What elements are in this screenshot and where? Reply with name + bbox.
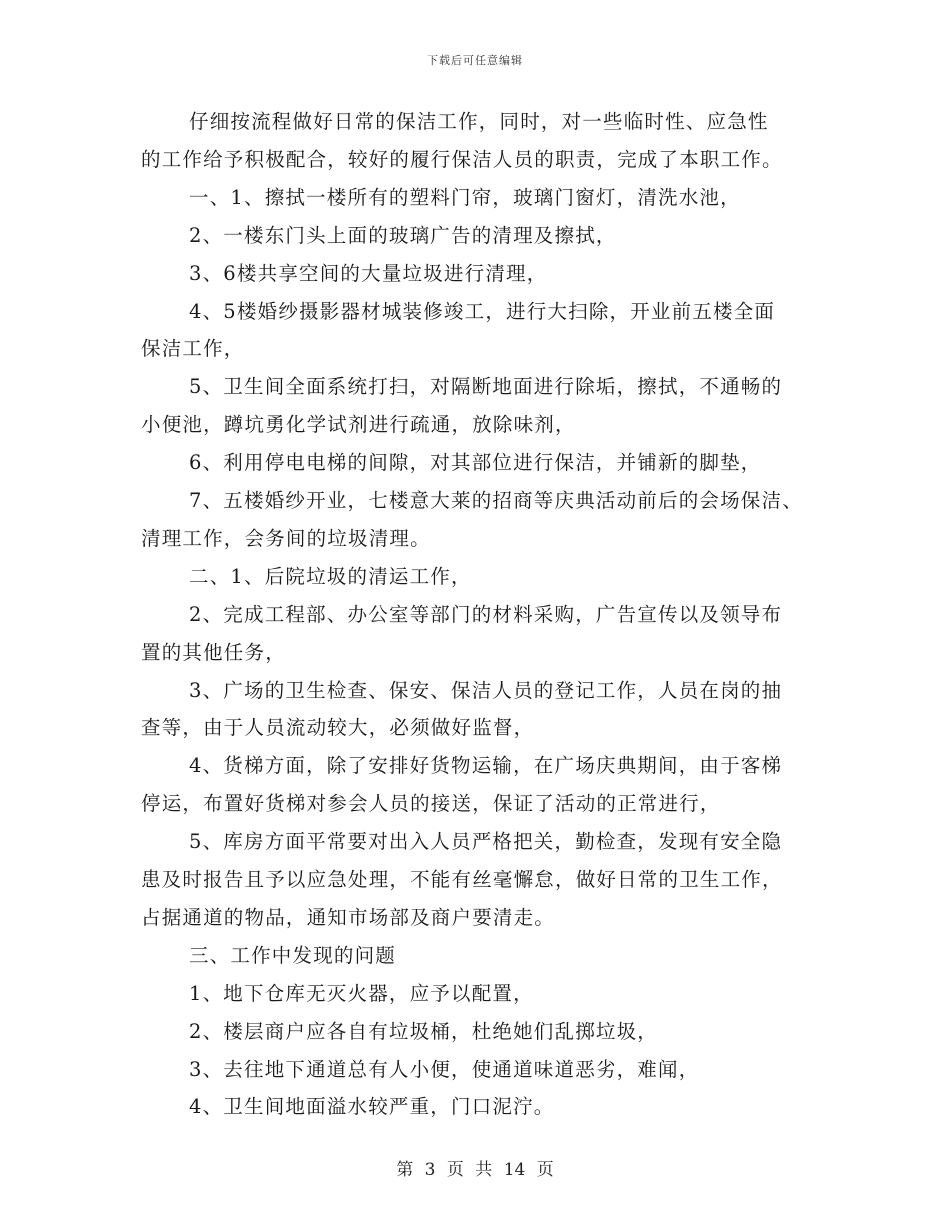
text-line: 5、卫生间全面系统打扫，对隔断地面进行除垢，擦拭，不通畅的 — [189, 375, 783, 399]
text-line: 保洁工作， — [141, 337, 245, 361]
text-line: 一、1、擦拭一楼所有的塑料门帘，玻璃门窗灯，清洗水池， — [189, 185, 741, 209]
text-line: 4、卫生间地面溢水较严重，门口泥泞。 — [189, 1095, 555, 1119]
text-line: 清理工作，会务间的垃圾清理。 — [141, 526, 431, 550]
page-header: 下载后可任意编辑 — [427, 54, 523, 67]
text-line: 查等，由于人员流动较大，必须做好监督， — [141, 716, 535, 740]
text-line: 二、1、后院垃圾的清运工作， — [189, 564, 472, 588]
text-line: 患及时报告且予以应急处理，不能有丝毫懈怠，做好日常的卫生工作， — [141, 868, 783, 891]
text-line: 1、地下仓库无灭火器，应予以配置， — [189, 981, 534, 1005]
text-line: 三、工作中发现的问题 — [189, 943, 397, 967]
text-line: 4、货梯方面，除了安排好货物运输，在广场庆典期间，由于客梯 — [189, 754, 783, 778]
text-line: 4、5楼婚纱摄影器材城装修竣工，进行大扫除，开业前五楼全面 — [189, 299, 776, 323]
page-number-footer: 第 3 页 共 14 页 — [396, 1160, 554, 1180]
text-line: 2、一楼东门头上面的玻璃广告的清理及擦拭， — [189, 223, 617, 247]
text-line: 2、完成工程部、办公室等部门的材料采购，广告宣传以及领导布 — [189, 602, 783, 626]
text-line: 3、去往地下通道总有人小便，使通道味道恶劣，难闻， — [189, 1057, 700, 1081]
text-line: 停运，布置好货梯对参会人员的接送，保证了活动的正常进行， — [141, 792, 721, 816]
text-line: 7、五楼婚纱开业，七楼意大莱的招商等庆典活动前后的会场保洁、 — [189, 489, 803, 512]
text-line: 仔细按流程做好日常的保洁工作，同时，对一些临时性、应急性 — [189, 110, 769, 133]
text-line: 6、利用停电电梯的间隙，对其部位进行保洁，并铺新的脚垫， — [189, 451, 762, 475]
text-line: 的工作给予积极配合，较好的履行保洁人员的职责，完成了本职工作。 — [141, 147, 783, 171]
text-line: 3、广场的卫生检查、保安、保洁人员的登记工作，人员在岗的抽 — [189, 678, 783, 702]
text-line: 置的其他任务， — [141, 640, 286, 664]
text-line: 小便池，蹲坑勇化学试剂进行疏通，放除味剂， — [141, 413, 576, 437]
text-line: 2、楼层商户应各自有垃圾桶，杜绝她们乱掷垃圾， — [189, 1019, 659, 1043]
text-line: 5、库房方面平常要对出入人员严格把关，勤检查，发现有安全隐 — [189, 830, 783, 854]
text-line: 占据通道的物品，通知市场部及商户要清走。 — [141, 905, 556, 929]
text-line: 3、6楼共享空间的大量垃圾进行清理， — [189, 261, 548, 285]
